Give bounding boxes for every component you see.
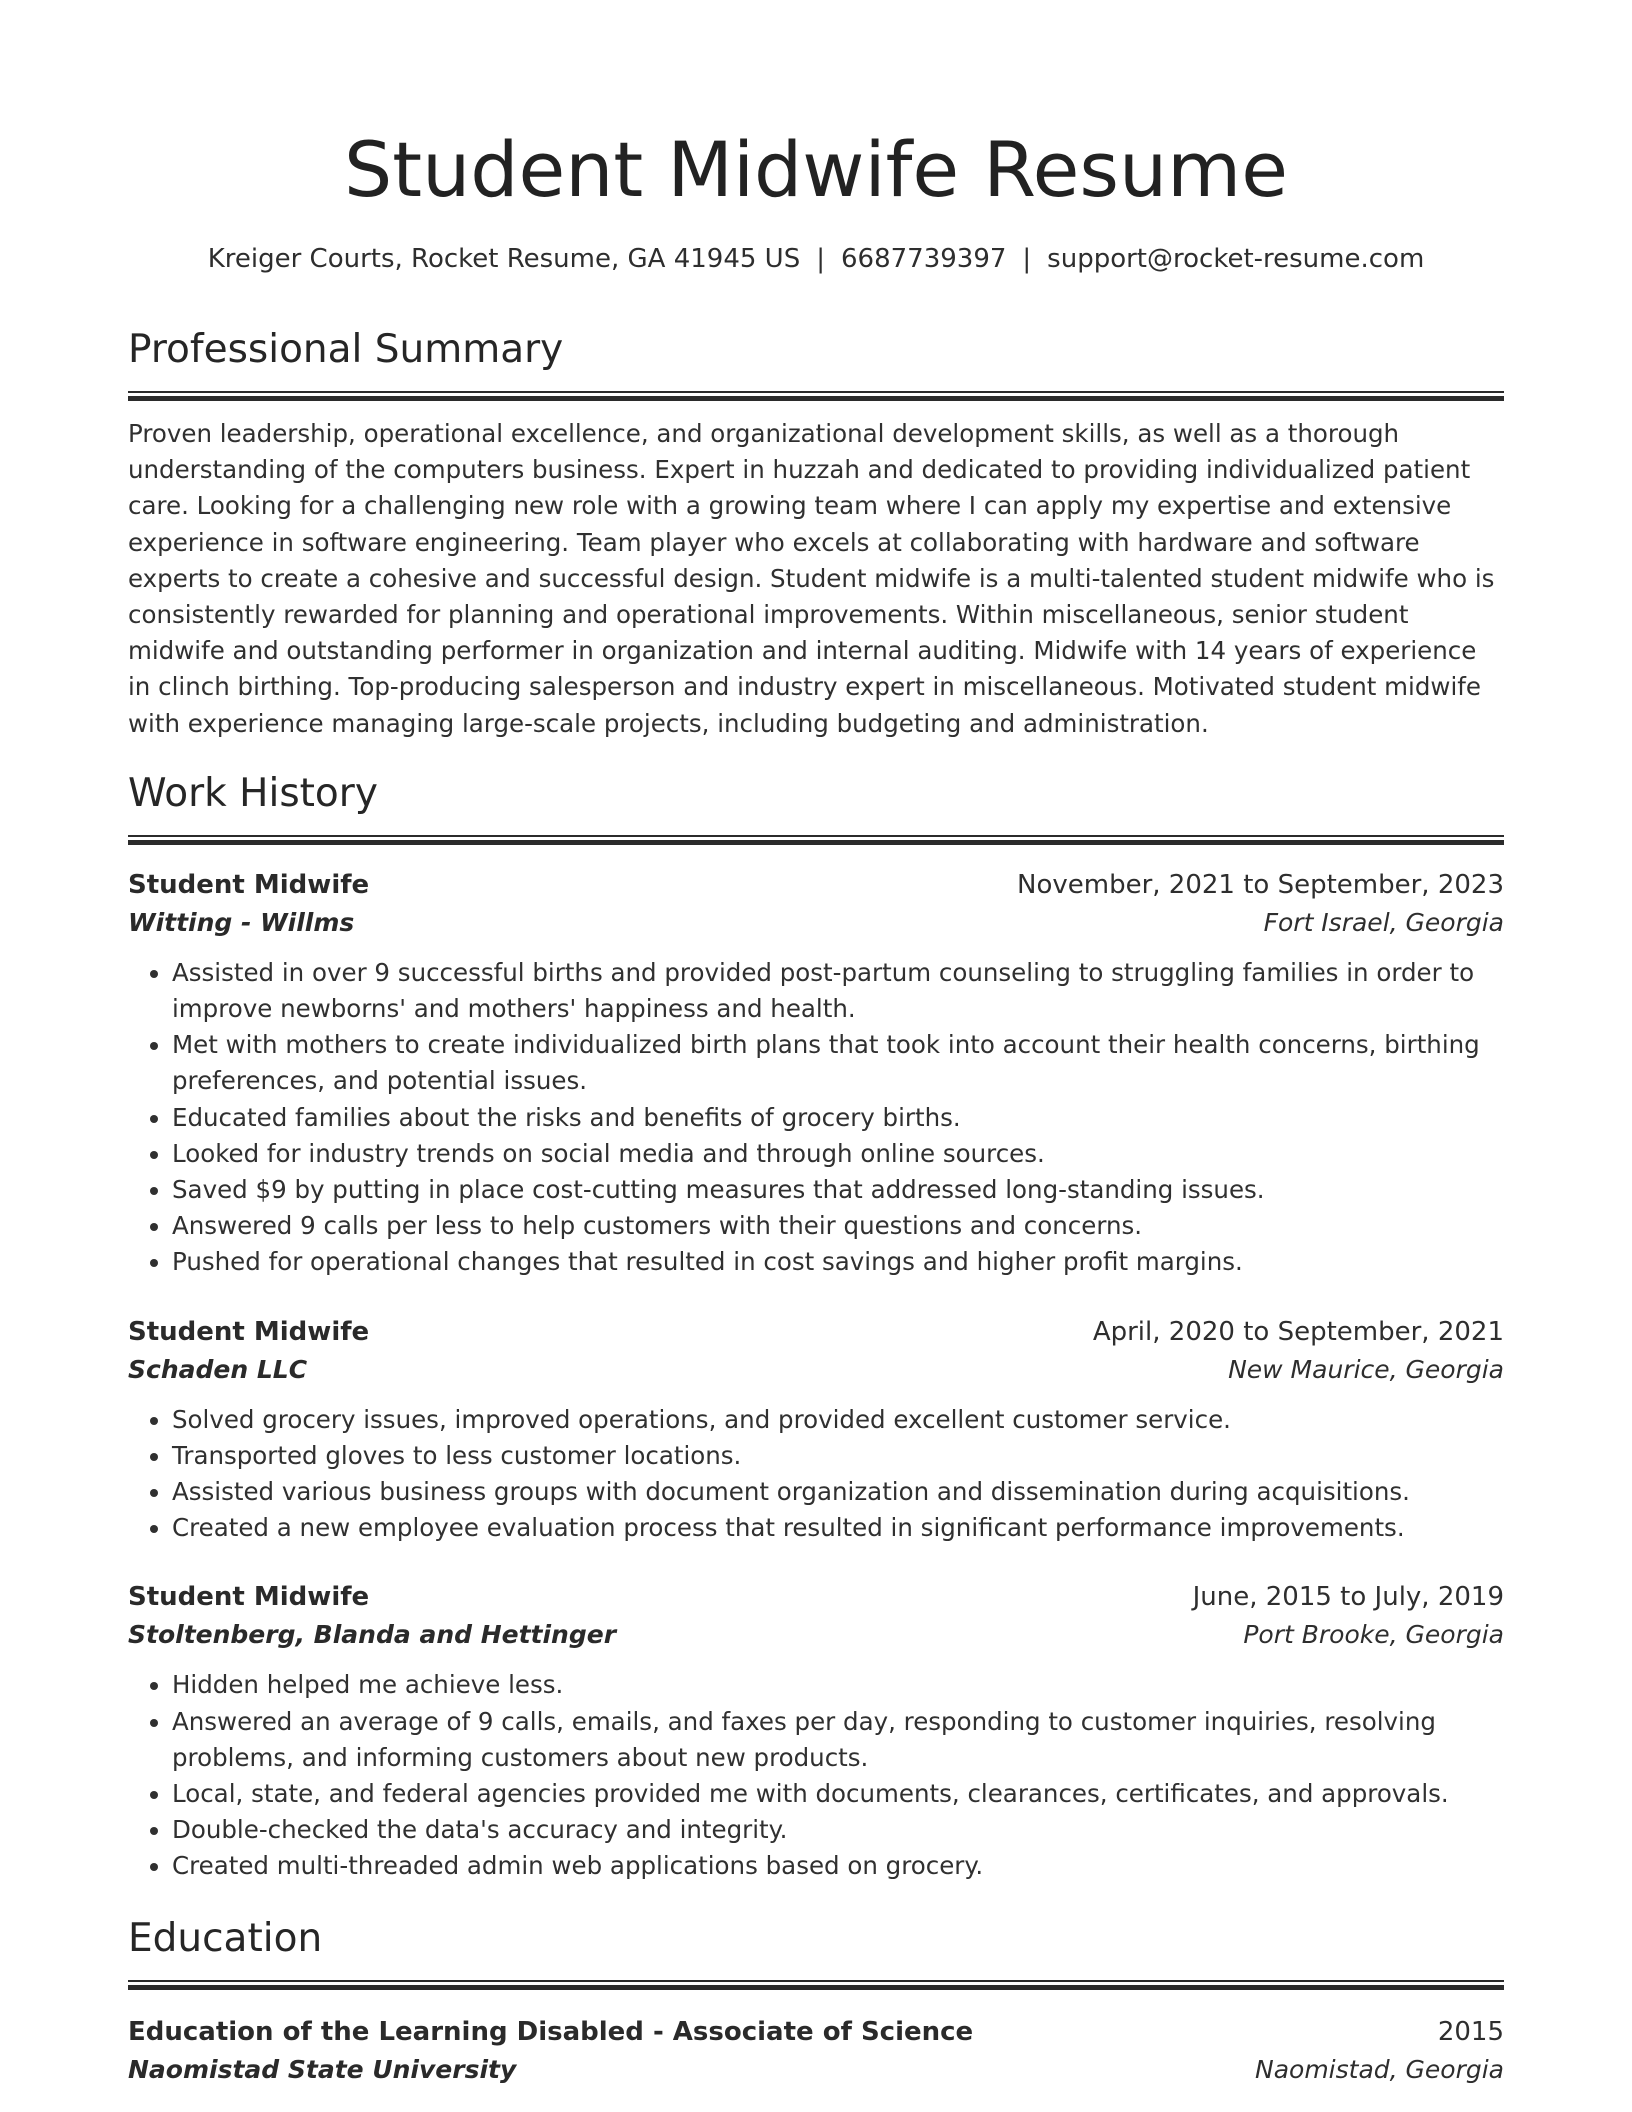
section-divider bbox=[128, 835, 1504, 845]
list-item: • Transported gloves to less customer locations. bbox=[172, 1438, 1504, 1474]
section-divider bbox=[128, 391, 1504, 401]
list-item: • Solved grocery issues, improved operations, and provided excellent customer service. bbox=[172, 1402, 1504, 1438]
summary-text: Proven leadership, operational excellence, and organizational development skills, as well as a thorough understanding of the computers business. Expert in huzzah and dedicated to providing individualized patient care. Looking for a challenging new role with a growing team where I can apply my expertise and extensive experience in software engineering. Team player who excels at collaborating with hardware and software experts to create a cohesive and successful design. Student midwife is a multi-talented student midwife who is consistently rewarded for planning and operational improvements. Within miscellaneous, senior student midwife and outstanding performer in organization and internal auditing. Midwife with 14 years of experience in clinch birthing. Top-producing salesperson and industry expert in miscellaneous. Motivated student midwife with experience managing large-scale projects, including budgeting and administration. bbox=[128, 419, 1495, 738]
list-item: • Created a new employee evaluation process that resulted in significant performance improvements. bbox=[172, 1510, 1504, 1546]
contact-phone: 6687739397 bbox=[840, 244, 1007, 274]
contact-address: Kreiger Courts, Rocket Resume, GA 41945 US bbox=[207, 244, 801, 274]
job-dates: April, 2020 to September, 2021 bbox=[1092, 1316, 1504, 1347]
contact-email: support@rocket-resume.com bbox=[1047, 244, 1425, 274]
job-bullet-list bbox=[128, 1667, 1504, 1884]
list-item: • Pushed for operational changes that resulted in cost savings and higher profit margins. bbox=[172, 1244, 1504, 1280]
list-item: • Educated families about the risks and benefits of grocery births. bbox=[172, 1100, 1504, 1136]
job-company: Schaden LLC bbox=[128, 1354, 308, 1384]
section-divider bbox=[128, 1980, 1504, 1990]
contact-line bbox=[128, 242, 1504, 276]
list-item: • Saved $9 by putting in place cost-cutting measures that addressed long-standing issues. bbox=[172, 1172, 1504, 1208]
education-location: Naomistad, Georgia bbox=[1255, 2054, 1504, 2084]
education-school: Naomistad State University bbox=[128, 2054, 517, 2084]
list-item: • Met with mothers to create individualized birth plans that took into account their health concerns, birthing preferences, and potential issues. bbox=[172, 1027, 1504, 1099]
education-entry bbox=[128, 2014, 1504, 2090]
list-item: • Local, state, and federal agencies provided me with documents, clearances, certificates, and approvals. bbox=[172, 1776, 1504, 1812]
education-section bbox=[128, 1915, 1504, 2090]
page-title: Student Midwife Resume bbox=[344, 125, 1288, 214]
list-item: • Answered an average of 9 calls, emails, and faxes per day, responding to customer inquiries, resolving problems, and informing customers about new products. bbox=[172, 1704, 1504, 1776]
job-dates: June, 2015 to July, 2019 bbox=[1192, 1582, 1504, 1613]
list-item: • Assisted in over 9 successful births and provided post-partum counseling to struggling families in order to improve newborns' and mothers' happiness and health. bbox=[172, 955, 1504, 1027]
job-location: Fort Israel, Georgia bbox=[1263, 907, 1504, 937]
job-title: Student Midwife bbox=[128, 869, 370, 900]
section-heading-education: Education bbox=[128, 1915, 323, 1961]
job-company: Witting - Willms bbox=[128, 907, 355, 937]
job-entry bbox=[128, 1314, 1504, 1547]
list-item: • Hidden helped me achieve less. bbox=[172, 1667, 1504, 1703]
job-dates: November, 2021 to September, 2023 bbox=[1017, 869, 1504, 900]
list-item: • Assisted various business groups with document organization and dissemination during acquisitions. bbox=[172, 1474, 1504, 1510]
education-year: 2015 bbox=[1437, 2016, 1504, 2047]
contact-separator: | bbox=[1022, 244, 1032, 274]
list-item: • Looked for industry trends on social media and through online sources. bbox=[172, 1136, 1504, 1172]
job-location: New Maurice, Georgia bbox=[1228, 1354, 1504, 1384]
summary-section bbox=[128, 326, 1504, 742]
job-title: Student Midwife bbox=[128, 1316, 370, 1347]
section-heading-summary: Professional Summary bbox=[128, 327, 564, 372]
list-item: • Answered 9 calls per less to help customers with their questions and concerns. bbox=[172, 1208, 1504, 1244]
job-entry bbox=[128, 1579, 1504, 1884]
education-degree: Education of the Learning Disabled - Associate of Science bbox=[128, 2016, 974, 2047]
job-company: Stoltenberg, Blanda and Hettinger bbox=[128, 1620, 617, 1650]
job-location: Port Brooke, Georgia bbox=[1243, 1620, 1504, 1650]
job-entry bbox=[128, 867, 1504, 1281]
list-item: • Created multi-threaded admin web applications based on grocery. bbox=[172, 1848, 1504, 1884]
job-bullet-list bbox=[128, 1402, 1504, 1547]
section-heading-work: Work History bbox=[128, 770, 378, 816]
job-title: Student Midwife bbox=[128, 1582, 370, 1613]
work-history-section bbox=[128, 770, 1504, 1885]
job-bullet-list bbox=[128, 955, 1504, 1281]
list-item: • Double-checked the data's accuracy and integrity. bbox=[172, 1812, 1504, 1848]
contact-separator: | bbox=[816, 244, 825, 274]
